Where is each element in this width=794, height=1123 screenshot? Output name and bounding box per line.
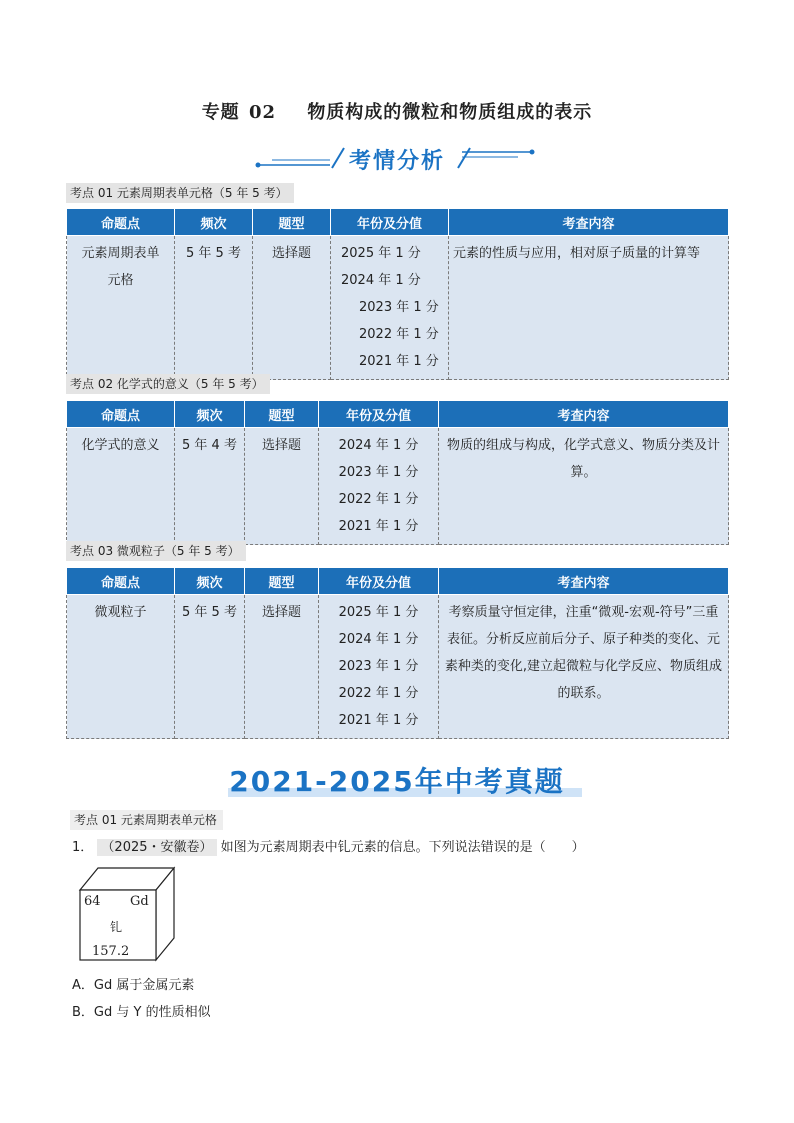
section-label-2: 考点 02 化学式的意义（5 年 5 考） bbox=[66, 374, 270, 394]
table-header-row bbox=[67, 401, 729, 428]
header-type: 题型 bbox=[253, 209, 331, 236]
exam-table-1 bbox=[66, 208, 729, 380]
exam-table-3 bbox=[66, 567, 729, 739]
option-a: A．Gd 属于金属元素 bbox=[72, 978, 195, 993]
year-item: 2024 年 1 分 bbox=[338, 632, 419, 647]
year-item: 2022 年 1 分 bbox=[338, 492, 419, 507]
year-item: 2024 年 1 分 bbox=[341, 273, 421, 288]
year-item: 2022 年 1 分 bbox=[338, 686, 419, 701]
exam-title: 2021-2025年中考真题 bbox=[229, 765, 565, 798]
table-header-row bbox=[67, 568, 729, 595]
question-source-tag: （2025・安徽卷） bbox=[97, 839, 216, 856]
title-text: 物质构成的微粒和物质组成的表示 bbox=[307, 102, 593, 123]
cell-freq: 5 年 5 考 bbox=[175, 595, 245, 739]
option-b: B．Gd 与 Y 的性质相似 bbox=[72, 1005, 211, 1020]
year-item: 2021 年 1 分 bbox=[338, 713, 419, 728]
cell-freq: 5 年 5 考 bbox=[175, 236, 253, 380]
section-label-3: 考点 03 微观粒子（5 年 5 考） bbox=[66, 541, 246, 561]
year-item: 2021 年 1 分 bbox=[338, 519, 419, 534]
section-label-1: 考点 01 元素周期表单元格（5 年 5 考） bbox=[66, 183, 294, 203]
cell-topic: 元素周期表单元格 bbox=[67, 236, 175, 380]
header-topic: 命题点 bbox=[67, 568, 175, 595]
exam-section-label: 考点 01 元素周期表单元格 bbox=[70, 810, 223, 830]
question-text: 如图为元素周期表中钆元素的信息。下列说法错误的是（ ） bbox=[220, 840, 585, 855]
element-atomic-number: 64 bbox=[84, 894, 101, 909]
header-topic: 命题点 bbox=[67, 401, 175, 428]
year-item: 2023 年 1 分 bbox=[338, 465, 419, 480]
element-cell-diagram bbox=[76, 866, 176, 962]
cell-type: 选择题 bbox=[253, 236, 331, 380]
year-item: 2022 年 1 分 bbox=[359, 327, 439, 342]
title-prefix: 专题 bbox=[201, 102, 240, 123]
cell-freq: 5 年 4 考 bbox=[175, 428, 245, 545]
header-type: 题型 bbox=[245, 568, 319, 595]
cell-type: 选择题 bbox=[245, 595, 319, 739]
header-freq: 频次 bbox=[175, 568, 245, 595]
table-row bbox=[67, 428, 729, 545]
table-header-row bbox=[67, 209, 729, 236]
title-number: 02 bbox=[248, 102, 277, 123]
page-title bbox=[0, 98, 794, 124]
element-symbol: Gd bbox=[130, 894, 149, 909]
cell-content: 考察质量守恒定律，注重“微观-宏观-符号”三重表征。分析反应前后分子、原子种类的变化、元素种类的变化,建立起微粒与化学反应、物质组成的联系。 bbox=[439, 595, 729, 739]
header-years: 年份及分值 bbox=[319, 401, 439, 428]
header-years: 年份及分值 bbox=[319, 568, 439, 595]
header-topic: 命题点 bbox=[67, 209, 175, 236]
header-freq: 频次 bbox=[175, 401, 245, 428]
cell-years bbox=[331, 236, 449, 380]
header-content: 考查内容 bbox=[439, 401, 729, 428]
year-item: 2025 年 1 分 bbox=[338, 605, 419, 620]
year-item: 2021 年 1 分 bbox=[359, 354, 439, 369]
year-item: 2025 年 1 分 bbox=[341, 246, 421, 261]
cell-topic: 化学式的意义 bbox=[67, 428, 175, 545]
cell-years bbox=[319, 595, 439, 739]
question-line bbox=[72, 836, 585, 855]
year-item: 2024 年 1 分 bbox=[338, 438, 419, 453]
exam-table-2 bbox=[66, 400, 729, 545]
year-item: 2023 年 1 分 bbox=[359, 300, 439, 315]
header-content: 考查内容 bbox=[449, 209, 729, 236]
header-freq: 频次 bbox=[175, 209, 253, 236]
header-content: 考查内容 bbox=[439, 568, 729, 595]
banner-title: 考情分析 bbox=[348, 149, 445, 174]
table-row bbox=[67, 236, 729, 380]
element-mass: 157.2 bbox=[92, 944, 130, 959]
cell-content: 物质的组成与构成，化学式意义、物质分类及计算。 bbox=[439, 428, 729, 545]
header-type: 题型 bbox=[245, 401, 319, 428]
header-years: 年份及分值 bbox=[331, 209, 449, 236]
cell-type: 选择题 bbox=[245, 428, 319, 545]
table-row bbox=[67, 595, 729, 739]
year-item: 2023 年 1 分 bbox=[338, 659, 419, 674]
element-name: 钆 bbox=[110, 920, 123, 934]
cell-years bbox=[319, 428, 439, 545]
cell-topic: 微观粒子 bbox=[67, 595, 175, 739]
cell-content: 元素的性质与应用，相对原子质量的计算等 bbox=[449, 236, 729, 380]
question-number: 1． bbox=[72, 840, 94, 855]
